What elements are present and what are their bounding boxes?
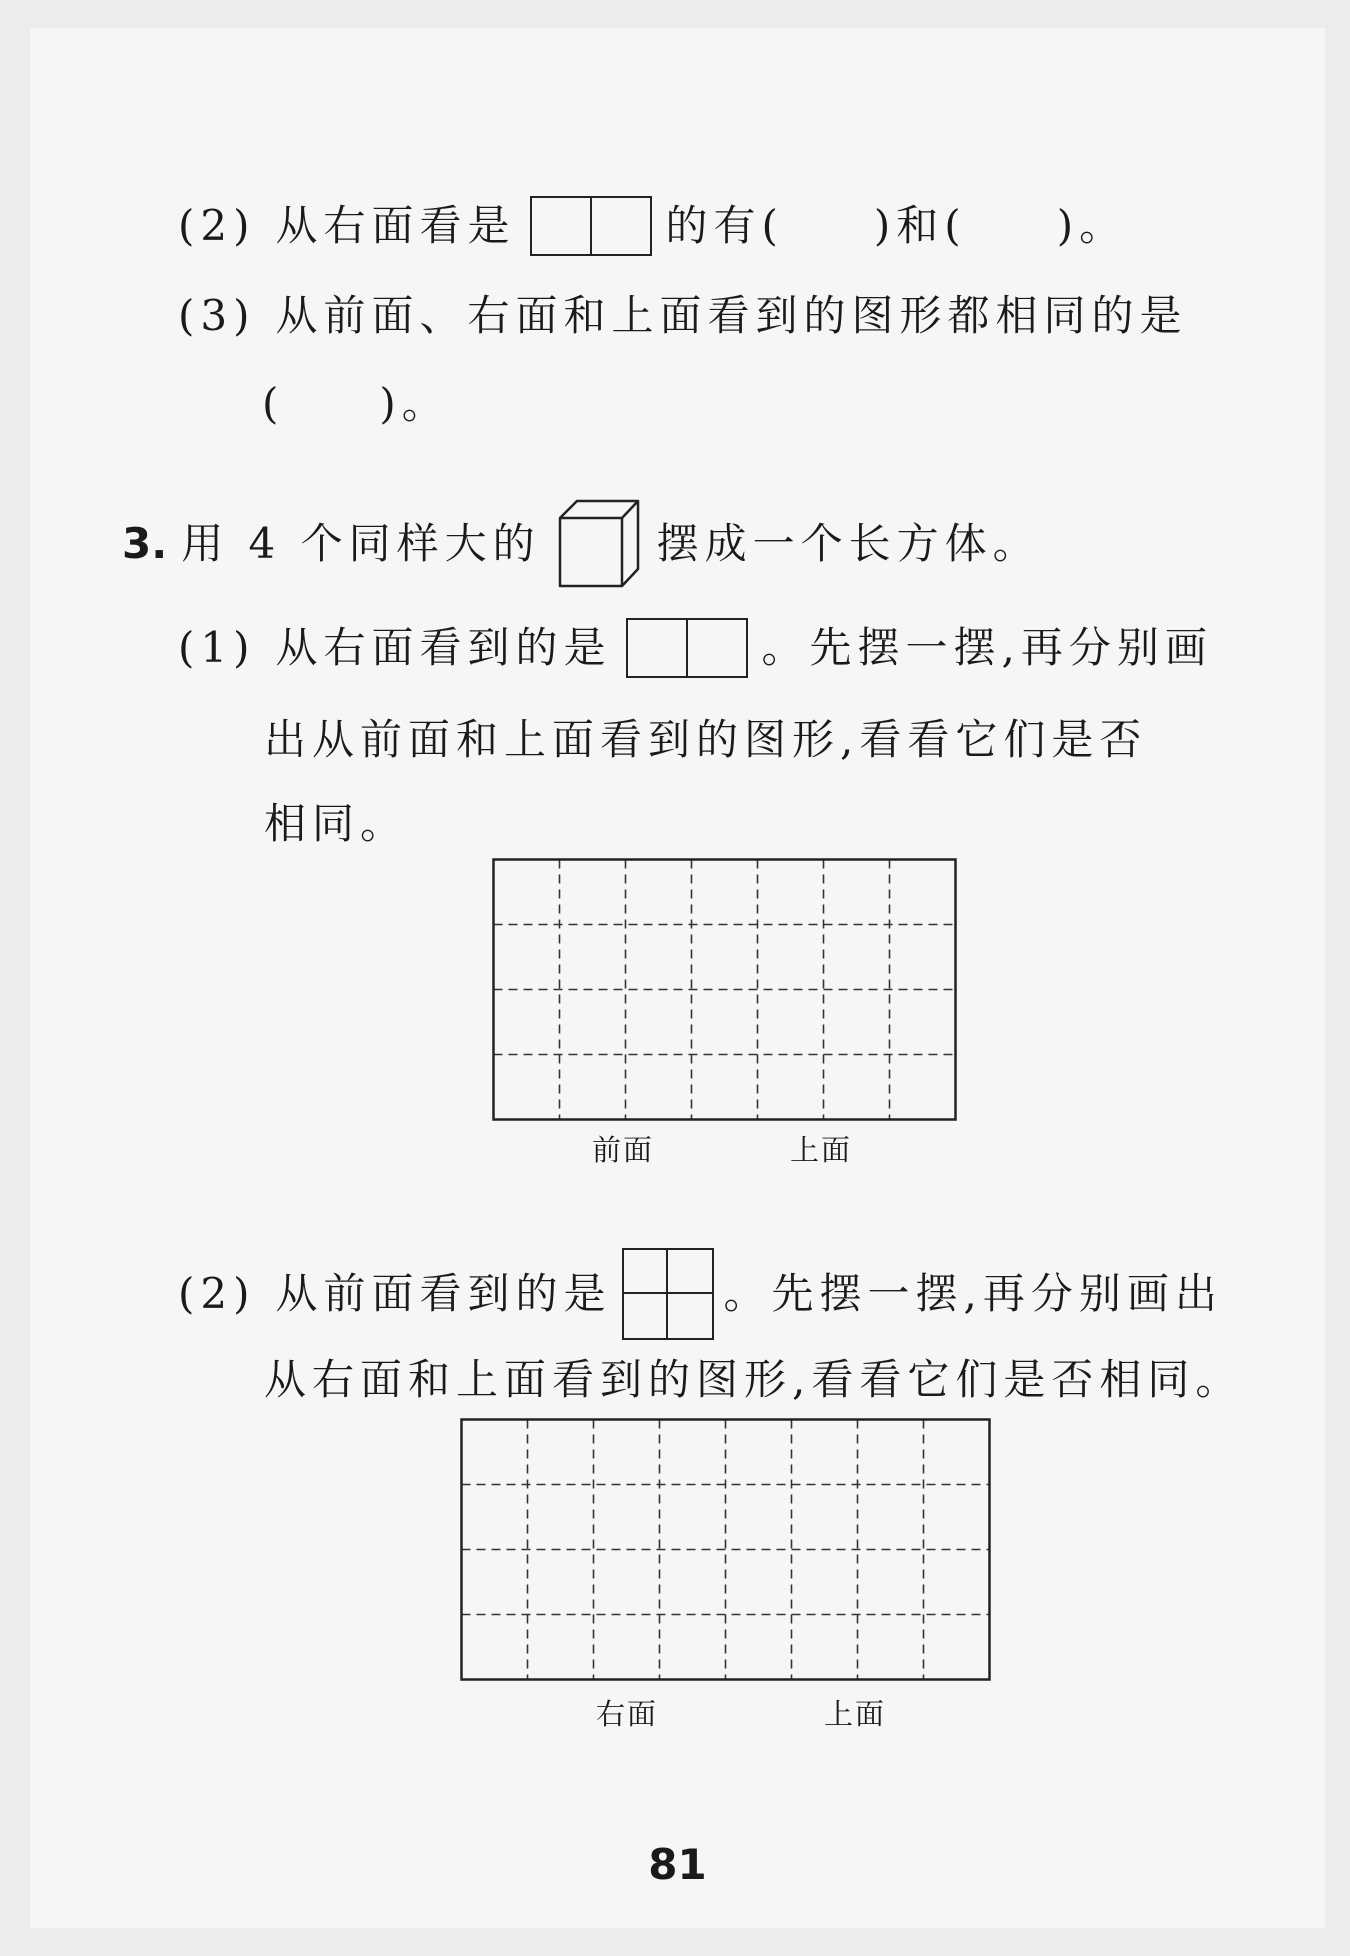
question-3-1-line2 — [264, 710, 1147, 770]
question-text: 用 4 个同样大的 — [181, 519, 541, 568]
question-3-1 — [178, 618, 1213, 678]
grid-label-front: 前面 — [592, 1133, 655, 1167]
question-text: ( — [262, 379, 285, 428]
question-2-3 — [178, 286, 1188, 346]
page-number: 81 — [648, 1840, 707, 1889]
question-text: 出从前面和上面看到的图形,看看它们是否 — [264, 715, 1148, 764]
question-number: (2) — [178, 201, 256, 250]
two-square-figure-icon — [530, 196, 652, 256]
drawing-grid-right-top[interactable] — [460, 1418, 992, 1684]
question-number: 3. — [122, 519, 168, 568]
two-square-figure-icon — [626, 618, 748, 678]
question-number: (3) — [178, 291, 256, 340]
question-text: )。 — [379, 379, 450, 428]
question-number: (2) — [178, 1269, 256, 1318]
cube-icon — [557, 498, 641, 590]
question-2-3-answer — [262, 374, 450, 434]
question-text: 。先摆一摆,再分别画 — [761, 623, 1213, 672]
grid-label-top: 上面 — [824, 1697, 887, 1731]
drawing-grid-front-top[interactable] — [492, 858, 958, 1124]
question-text: 。先摆一摆,再分别画出 — [723, 1269, 1223, 1318]
grid-label-right: 右面 — [596, 1697, 659, 1731]
question-text: 的有( — [665, 201, 784, 250]
question-3-2 — [178, 1248, 1223, 1340]
question-3-2-line2 — [264, 1350, 1243, 1410]
question-2-2 — [178, 196, 1127, 256]
grid-label-top: 上面 — [790, 1133, 853, 1167]
question-text: 从右面看到的是 — [275, 623, 612, 672]
question-text: )和( — [873, 201, 967, 250]
question-text: 从右面看是 — [275, 201, 516, 250]
question-text: 从前面看到的是 — [275, 1269, 612, 1318]
workbook-page — [30, 28, 1325, 1928]
question-number: (1) — [178, 623, 256, 672]
question-text: 相同。 — [264, 799, 409, 848]
question-3-1-line3 — [264, 794, 408, 854]
question-text: 从右面和上面看到的图形,看看它们是否相同。 — [264, 1355, 1244, 1404]
four-square-figure-icon — [622, 1248, 714, 1340]
question-text: 摆成一个长方体。 — [656, 519, 1041, 568]
question-3 — [122, 498, 1041, 590]
question-text: 从前面、右面和上面看到的图形都相同的是 — [275, 291, 1188, 340]
question-text: )。 — [1056, 201, 1128, 250]
